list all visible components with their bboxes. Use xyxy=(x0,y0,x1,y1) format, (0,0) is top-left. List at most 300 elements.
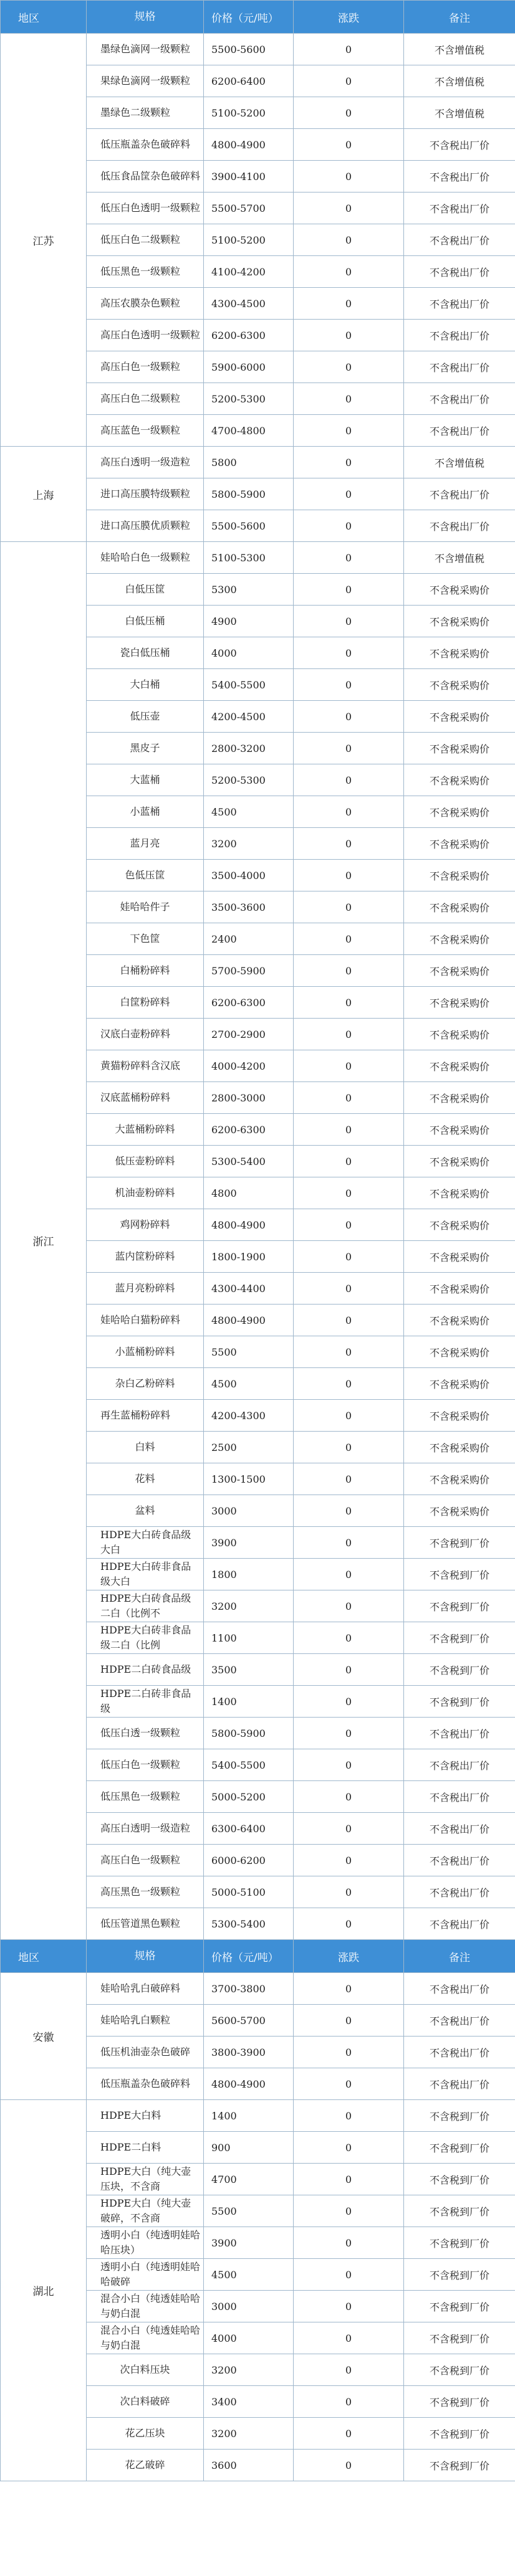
price-cell: 5900-6000 xyxy=(204,351,294,383)
price-cell: 3200 xyxy=(204,2354,294,2386)
table-row xyxy=(1,1973,515,2005)
spec-cell: 大蓝桶粉碎料 xyxy=(87,1114,204,1146)
change-cell: 0 xyxy=(294,1209,404,1241)
change-cell: 0 xyxy=(294,701,404,733)
note-cell: 不含税采购价 xyxy=(404,891,515,923)
spec-cell: 小蓝桶粉碎料 xyxy=(87,1336,204,1368)
price-cell: 5600-5700 xyxy=(204,2005,294,2037)
note-cell: 不含税出厂价 xyxy=(404,1973,515,2005)
change-cell: 0 xyxy=(294,383,404,415)
note-cell: 不含税采购价 xyxy=(404,1495,515,1527)
spec-cell: 花乙破碎 xyxy=(87,2450,204,2481)
note-cell: 不含税采购价 xyxy=(404,1273,515,1305)
change-cell: 0 xyxy=(294,1241,404,1273)
note-cell: 不含税到厂价 xyxy=(404,2100,515,2132)
price-cell: 5500-5600 xyxy=(204,510,294,542)
price-cell: 1800 xyxy=(204,1559,294,1590)
change-cell: 0 xyxy=(294,256,404,288)
change-cell: 0 xyxy=(294,415,404,447)
price-cell: 5500 xyxy=(204,2195,294,2227)
price-cell: 4800-4900 xyxy=(204,2068,294,2100)
change-cell: 0 xyxy=(294,1368,404,1400)
price-cell: 2500 xyxy=(204,1432,294,1463)
spec-cell: 蓝月亮粉碎料 xyxy=(87,1273,204,1305)
price-cell: 3500-3600 xyxy=(204,891,294,923)
note-cell: 不含税采购价 xyxy=(404,1082,515,1114)
spec-cell: 果绿色滴网一级颗粒 xyxy=(87,65,204,97)
change-cell: 0 xyxy=(294,1973,404,2005)
price-cell: 4800-4900 xyxy=(204,1209,294,1241)
change-cell: 0 xyxy=(294,1495,404,1527)
change-cell: 0 xyxy=(294,192,404,224)
spec-cell: 黄猫粉碎料含汉底 xyxy=(87,1050,204,1082)
price-cell: 3600 xyxy=(204,2450,294,2481)
change-cell: 0 xyxy=(294,733,404,764)
spec-cell: 大白桶 xyxy=(87,669,204,701)
spec-cell: HDPE大白砖食品级大白 xyxy=(87,1527,204,1559)
note-cell: 不含税采购价 xyxy=(404,860,515,891)
change-cell: 0 xyxy=(294,1432,404,1463)
note-cell: 不含税采购价 xyxy=(404,764,515,796)
spec-cell: 进口高压膜优质颗粒 xyxy=(87,510,204,542)
header-spec: 规格 xyxy=(87,1,204,34)
spec-cell: 透明小白（纯透明娃哈哈破碎 xyxy=(87,2259,204,2291)
spec-cell: 盆料 xyxy=(87,1495,204,1527)
spec-cell: 高压白透明一级造粒 xyxy=(87,447,204,478)
change-cell: 0 xyxy=(294,2005,404,2037)
spec-cell: 次白料破碎 xyxy=(87,2386,204,2418)
change-cell: 0 xyxy=(294,669,404,701)
note-cell: 不含税采购价 xyxy=(404,796,515,828)
price-cell: 5100-5300 xyxy=(204,542,294,574)
spec-cell: 墨绿色二级颗粒 xyxy=(87,97,204,129)
change-cell: 0 xyxy=(294,34,404,65)
change-cell: 0 xyxy=(294,796,404,828)
note-cell: 不含税到厂价 xyxy=(404,2164,515,2195)
note-cell: 不含税采购价 xyxy=(404,1463,515,1495)
price-cell: 5400-5500 xyxy=(204,669,294,701)
price-cell: 5300-5400 xyxy=(204,1908,294,1940)
note-cell: 不含税出厂价 xyxy=(404,510,515,542)
note-cell: 不含税采购价 xyxy=(404,606,515,637)
spec-cell: 低压管道黑色颗粒 xyxy=(87,1908,204,1940)
price-cell: 4500 xyxy=(204,2259,294,2291)
price-cell: 4900 xyxy=(204,606,294,637)
price-cell: 5000-5100 xyxy=(204,1876,294,1908)
price-cell: 3700-3800 xyxy=(204,1973,294,2005)
note-cell: 不含增值税 xyxy=(404,65,515,97)
table-row xyxy=(1,447,515,478)
note-cell: 不含税到厂价 xyxy=(404,2291,515,2322)
change-cell: 0 xyxy=(294,351,404,383)
price-cell: 3900-4100 xyxy=(204,161,294,192)
note-cell: 不含税出厂价 xyxy=(404,415,515,447)
note-cell: 不含税到厂价 xyxy=(404,1527,515,1559)
change-cell: 0 xyxy=(294,1305,404,1336)
spec-cell: 低压白色一级颗粒 xyxy=(87,1749,204,1781)
change-cell: 0 xyxy=(294,574,404,606)
note-cell: 不含税采购价 xyxy=(404,733,515,764)
table-row xyxy=(1,34,515,65)
header-price: 价格（元/吨） xyxy=(204,1,294,34)
header-price: 价格（元/吨） xyxy=(204,1940,294,1973)
spec-cell: 娃哈哈白猫粉碎料 xyxy=(87,1305,204,1336)
spec-cell: HDPE大白砖非食品级大白 xyxy=(87,1559,204,1590)
spec-cell: 娃哈哈件子 xyxy=(87,891,204,923)
price-cell: 3000 xyxy=(204,2291,294,2322)
price-cell: 5500 xyxy=(204,1336,294,1368)
change-cell: 0 xyxy=(294,1114,404,1146)
note-cell: 不含税采购价 xyxy=(404,1336,515,1368)
spec-cell: 混合小白（纯透娃哈哈与奶白混 xyxy=(87,2291,204,2322)
price-cell: 5700-5900 xyxy=(204,955,294,987)
note-cell: 不含税出厂价 xyxy=(404,288,515,320)
header-note: 备注 xyxy=(404,1940,515,1973)
spec-cell: 色低压筐 xyxy=(87,860,204,891)
price-cell: 4700-4800 xyxy=(204,415,294,447)
change-cell: 0 xyxy=(294,637,404,669)
region-cell: 湖北 xyxy=(1,2100,87,2481)
spec-cell: 低压黑色一级颗粒 xyxy=(87,1781,204,1813)
price-cell: 4300-4500 xyxy=(204,288,294,320)
spec-cell: 进口高压膜特级颗粒 xyxy=(87,478,204,510)
change-cell: 0 xyxy=(294,955,404,987)
change-cell: 0 xyxy=(294,606,404,637)
price-cell: 3800-3900 xyxy=(204,2037,294,2068)
price-cell: 5300 xyxy=(204,574,294,606)
spec-cell: 高压黑色一级颗粒 xyxy=(87,1876,204,1908)
change-cell: 0 xyxy=(294,97,404,129)
spec-cell: 下色筐 xyxy=(87,923,204,955)
price-cell: 4300-4400 xyxy=(204,1273,294,1305)
spec-cell: 汉底蓝桶粉碎料 xyxy=(87,1082,204,1114)
spec-cell: 高压白色透明一级颗粒 xyxy=(87,320,204,351)
price-cell: 3200 xyxy=(204,1590,294,1622)
change-cell: 0 xyxy=(294,2450,404,2481)
spec-cell: 高压蓝色一级颗粒 xyxy=(87,415,204,447)
note-cell: 不含税采购价 xyxy=(404,955,515,987)
change-cell: 0 xyxy=(294,2354,404,2386)
spec-cell: HDPE大白砖食品级二白（比例不 xyxy=(87,1590,204,1622)
price-cell: 5100-5200 xyxy=(204,97,294,129)
spec-cell: 大蓝桶 xyxy=(87,764,204,796)
region-cell: 浙江 xyxy=(1,542,87,1940)
change-cell: 0 xyxy=(294,891,404,923)
price-cell: 6200-6400 xyxy=(204,65,294,97)
change-cell: 0 xyxy=(294,1146,404,1177)
change-cell: 0 xyxy=(294,161,404,192)
spec-cell: HDPE二白砖食品级 xyxy=(87,1654,204,1686)
spec-cell: HDPE二白料 xyxy=(87,2132,204,2164)
price-cell: 6200-6300 xyxy=(204,987,294,1019)
note-cell: 不含税采购价 xyxy=(404,1305,515,1336)
change-cell: 0 xyxy=(294,1813,404,1845)
change-cell: 0 xyxy=(294,65,404,97)
note-cell: 不含税到厂价 xyxy=(404,2227,515,2259)
change-cell: 0 xyxy=(294,1686,404,1718)
spec-cell: 白料 xyxy=(87,1432,204,1463)
spec-cell: 白筐粉碎料 xyxy=(87,987,204,1019)
change-cell: 0 xyxy=(294,1845,404,1876)
note-cell: 不含税出厂价 xyxy=(404,1718,515,1749)
change-cell: 0 xyxy=(294,2195,404,2227)
price-cell: 2800-3000 xyxy=(204,1082,294,1114)
price-cell: 4200-4500 xyxy=(204,701,294,733)
spec-cell: 娃哈哈乳白破碎料 xyxy=(87,1973,204,2005)
change-cell: 0 xyxy=(294,1019,404,1050)
price-cell: 5200-5300 xyxy=(204,383,294,415)
change-cell: 0 xyxy=(294,129,404,161)
price-cell: 4700 xyxy=(204,2164,294,2195)
price-cell: 1800-1900 xyxy=(204,1241,294,1273)
note-cell: 不含税到厂价 xyxy=(404,2322,515,2354)
header-note: 备注 xyxy=(404,1,515,34)
price-cell: 5300-5400 xyxy=(204,1146,294,1177)
note-cell: 不含税到厂价 xyxy=(404,2195,515,2227)
spec-cell: 再生蓝桶粉碎料 xyxy=(87,1400,204,1432)
change-cell: 0 xyxy=(294,1781,404,1813)
price-cell: 4800-4900 xyxy=(204,1305,294,1336)
price-cell: 3500-4000 xyxy=(204,860,294,891)
note-cell: 不含税采购价 xyxy=(404,1209,515,1241)
note-cell: 不含税采购价 xyxy=(404,1432,515,1463)
spec-cell: 高压白色一级颗粒 xyxy=(87,351,204,383)
note-cell: 不含税出厂价 xyxy=(404,1781,515,1813)
price-cell: 3200 xyxy=(204,2418,294,2450)
spec-cell: 低压瓶盖杂色破碎料 xyxy=(87,2068,204,2100)
note-cell: 不含税出厂价 xyxy=(404,1749,515,1781)
spec-cell: 低压黑色一级颗粒 xyxy=(87,256,204,288)
price-cell: 3900 xyxy=(204,1527,294,1559)
price-cell: 5500-5700 xyxy=(204,192,294,224)
note-cell: 不含税到厂价 xyxy=(404,1559,515,1590)
price-cell: 6200-6300 xyxy=(204,1114,294,1146)
price-cell: 3900 xyxy=(204,2227,294,2259)
spec-cell: 低压白色透明一级颗粒 xyxy=(87,192,204,224)
change-cell: 0 xyxy=(294,224,404,256)
change-cell: 0 xyxy=(294,2164,404,2195)
note-cell: 不含税到厂价 xyxy=(404,2354,515,2386)
note-cell: 不含税出厂价 xyxy=(404,320,515,351)
spec-cell: 花乙压块 xyxy=(87,2418,204,2450)
note-cell: 不含税采购价 xyxy=(404,1114,515,1146)
change-cell: 0 xyxy=(294,2259,404,2291)
note-cell: 不含税出厂价 xyxy=(404,192,515,224)
spec-cell: 低压瓶盖杂色破碎料 xyxy=(87,129,204,161)
note-cell: 不含税出厂价 xyxy=(404,2068,515,2100)
price-cell: 1400 xyxy=(204,1686,294,1718)
change-cell: 0 xyxy=(294,1654,404,1686)
change-cell: 0 xyxy=(294,2132,404,2164)
spec-cell: HDPE大白（纯大壶压块，不含商 xyxy=(87,2164,204,2195)
price-cell: 4200-4300 xyxy=(204,1400,294,1432)
note-cell: 不含税到厂价 xyxy=(404,1686,515,1718)
change-cell: 0 xyxy=(294,1527,404,1559)
price-cell: 1100 xyxy=(204,1622,294,1654)
price-cell: 2700-2900 xyxy=(204,1019,294,1050)
change-cell: 0 xyxy=(294,510,404,542)
change-cell: 0 xyxy=(294,2037,404,2068)
spec-cell: 蓝月亮 xyxy=(87,828,204,860)
price-cell: 5800-5900 xyxy=(204,478,294,510)
header-change: 涨跌 xyxy=(294,1940,404,1973)
header-change: 涨跌 xyxy=(294,1,404,34)
change-cell: 0 xyxy=(294,2418,404,2450)
note-cell: 不含税采购价 xyxy=(404,1019,515,1050)
note-cell: 不含增值税 xyxy=(404,447,515,478)
spec-cell: 低压壶粉碎料 xyxy=(87,1146,204,1177)
region-cell: 上海 xyxy=(1,447,87,542)
change-cell: 0 xyxy=(294,320,404,351)
spec-cell: 汉底白壶粉碎料 xyxy=(87,1019,204,1050)
spec-cell: 鸡网粉碎料 xyxy=(87,1209,204,1241)
price-cell: 5800 xyxy=(204,447,294,478)
change-cell: 0 xyxy=(294,2322,404,2354)
note-cell: 不含税到厂价 xyxy=(404,1590,515,1622)
change-cell: 0 xyxy=(294,1559,404,1590)
note-cell: 不含税出厂价 xyxy=(404,383,515,415)
price-cell: 900 xyxy=(204,2132,294,2164)
spec-cell: 瓷白低压桶 xyxy=(87,637,204,669)
note-cell: 不含税采购价 xyxy=(404,987,515,1019)
change-cell: 0 xyxy=(294,2291,404,2322)
price-cell: 3200 xyxy=(204,828,294,860)
spec-cell: 高压白色一级颗粒 xyxy=(87,1845,204,1876)
price-cell: 4500 xyxy=(204,1368,294,1400)
note-cell: 不含增值税 xyxy=(404,542,515,574)
change-cell: 0 xyxy=(294,1876,404,1908)
note-cell: 不含税出厂价 xyxy=(404,1813,515,1845)
spec-cell: 透明小白（纯透明娃哈哈压块） xyxy=(87,2227,204,2259)
note-cell: 不含税出厂价 xyxy=(404,351,515,383)
price-cell: 3500 xyxy=(204,1654,294,1686)
note-cell: 不含税到厂价 xyxy=(404,2259,515,2291)
note-cell: 不含税出厂价 xyxy=(404,161,515,192)
change-cell: 0 xyxy=(294,923,404,955)
price-cell: 5200-5300 xyxy=(204,764,294,796)
spec-cell: 低压机油壶杂色破碎 xyxy=(87,2037,204,2068)
note-cell: 不含税采购价 xyxy=(404,574,515,606)
note-cell: 不含税到厂价 xyxy=(404,1622,515,1654)
spec-cell: HDPE大白料 xyxy=(87,2100,204,2132)
change-cell: 0 xyxy=(294,2386,404,2418)
note-cell: 不含税出厂价 xyxy=(404,1845,515,1876)
region-cell: 江苏 xyxy=(1,34,87,447)
change-cell: 0 xyxy=(294,1463,404,1495)
region-cell: 安徽 xyxy=(1,1973,87,2100)
header-spec: 规格 xyxy=(87,1940,204,1973)
change-cell: 0 xyxy=(294,2100,404,2132)
change-cell: 0 xyxy=(294,1718,404,1749)
price-cell: 5400-5500 xyxy=(204,1749,294,1781)
price-cell: 4100-4200 xyxy=(204,256,294,288)
price-cell: 1400 xyxy=(204,2100,294,2132)
table-header-row xyxy=(1,1,515,34)
price-table-body xyxy=(1,1,515,2481)
price-cell: 5500-5600 xyxy=(204,34,294,65)
spec-cell: 娃哈哈乳白颗粒 xyxy=(87,2005,204,2037)
spec-cell: 低压食品筐杂色破碎料 xyxy=(87,161,204,192)
price-cell: 4000 xyxy=(204,637,294,669)
price-cell: 6300-6400 xyxy=(204,1813,294,1845)
spec-cell: 娃哈哈白色一级颗粒 xyxy=(87,542,204,574)
spec-cell: 花料 xyxy=(87,1463,204,1495)
note-cell: 不含税到厂价 xyxy=(404,2386,515,2418)
change-cell: 0 xyxy=(294,1400,404,1432)
change-cell: 0 xyxy=(294,288,404,320)
note-cell: 不含税出厂价 xyxy=(404,1876,515,1908)
change-cell: 0 xyxy=(294,1590,404,1622)
note-cell: 不含税到厂价 xyxy=(404,1654,515,1686)
note-cell: 不含税采购价 xyxy=(404,637,515,669)
spec-cell: HDPE大白砖非食品级二白（比例 xyxy=(87,1622,204,1654)
price-cell: 4000-4200 xyxy=(204,1050,294,1082)
price-cell: 5000-5200 xyxy=(204,1781,294,1813)
note-cell: 不含税采购价 xyxy=(404,923,515,955)
price-cell: 3000 xyxy=(204,1495,294,1527)
change-cell: 0 xyxy=(294,1082,404,1114)
note-cell: 不含税出厂价 xyxy=(404,1908,515,1940)
price-cell: 5800-5900 xyxy=(204,1718,294,1749)
note-cell: 不含税采购价 xyxy=(404,1241,515,1273)
spec-cell: 低压壶 xyxy=(87,701,204,733)
note-cell: 不含税出厂价 xyxy=(404,224,515,256)
price-cell: 5100-5200 xyxy=(204,224,294,256)
table-row xyxy=(1,542,515,574)
spec-cell: 高压白透明一级造粒 xyxy=(87,1813,204,1845)
note-cell: 不含税采购价 xyxy=(404,1177,515,1209)
note-cell: 不含税采购价 xyxy=(404,828,515,860)
price-cell: 4000 xyxy=(204,2322,294,2354)
spec-cell: 白低压桶 xyxy=(87,606,204,637)
change-cell: 0 xyxy=(294,764,404,796)
spec-cell: 低压白透一级颗粒 xyxy=(87,1718,204,1749)
change-cell: 0 xyxy=(294,2068,404,2100)
price-cell: 4800 xyxy=(204,1177,294,1209)
spec-cell: 高压白色二级颗粒 xyxy=(87,383,204,415)
note-cell: 不含增值税 xyxy=(404,97,515,129)
spec-cell: 杂白乙粉碎料 xyxy=(87,1368,204,1400)
note-cell: 不含税采购价 xyxy=(404,701,515,733)
note-cell: 不含税出厂价 xyxy=(404,2037,515,2068)
spec-cell: HDPE二白砖非食品级 xyxy=(87,1686,204,1718)
change-cell: 0 xyxy=(294,860,404,891)
table-row xyxy=(1,2100,515,2132)
spec-cell: 混合小白（纯透娃哈哈与奶白混 xyxy=(87,2322,204,2354)
note-cell: 不含税出厂价 xyxy=(404,478,515,510)
note-cell: 不含增值税 xyxy=(404,34,515,65)
note-cell: 不含税采购价 xyxy=(404,1050,515,1082)
price-cell: 6200-6300 xyxy=(204,320,294,351)
spec-cell: 白低压筐 xyxy=(87,574,204,606)
table-header-row xyxy=(1,1940,515,1973)
change-cell: 0 xyxy=(294,478,404,510)
spec-cell: 机油壶粉碎料 xyxy=(87,1177,204,1209)
note-cell: 不含税到厂价 xyxy=(404,2132,515,2164)
change-cell: 0 xyxy=(294,542,404,574)
header-region: 地区 xyxy=(1,1,87,34)
note-cell: 不含税采购价 xyxy=(404,669,515,701)
price-cell: 2400 xyxy=(204,923,294,955)
note-cell: 不含税出厂价 xyxy=(404,256,515,288)
change-cell: 0 xyxy=(294,1622,404,1654)
change-cell: 0 xyxy=(294,1336,404,1368)
change-cell: 0 xyxy=(294,828,404,860)
price-cell: 1300-1500 xyxy=(204,1463,294,1495)
header-region: 地区 xyxy=(1,1940,87,1973)
change-cell: 0 xyxy=(294,1749,404,1781)
price-cell: 2800-3200 xyxy=(204,733,294,764)
